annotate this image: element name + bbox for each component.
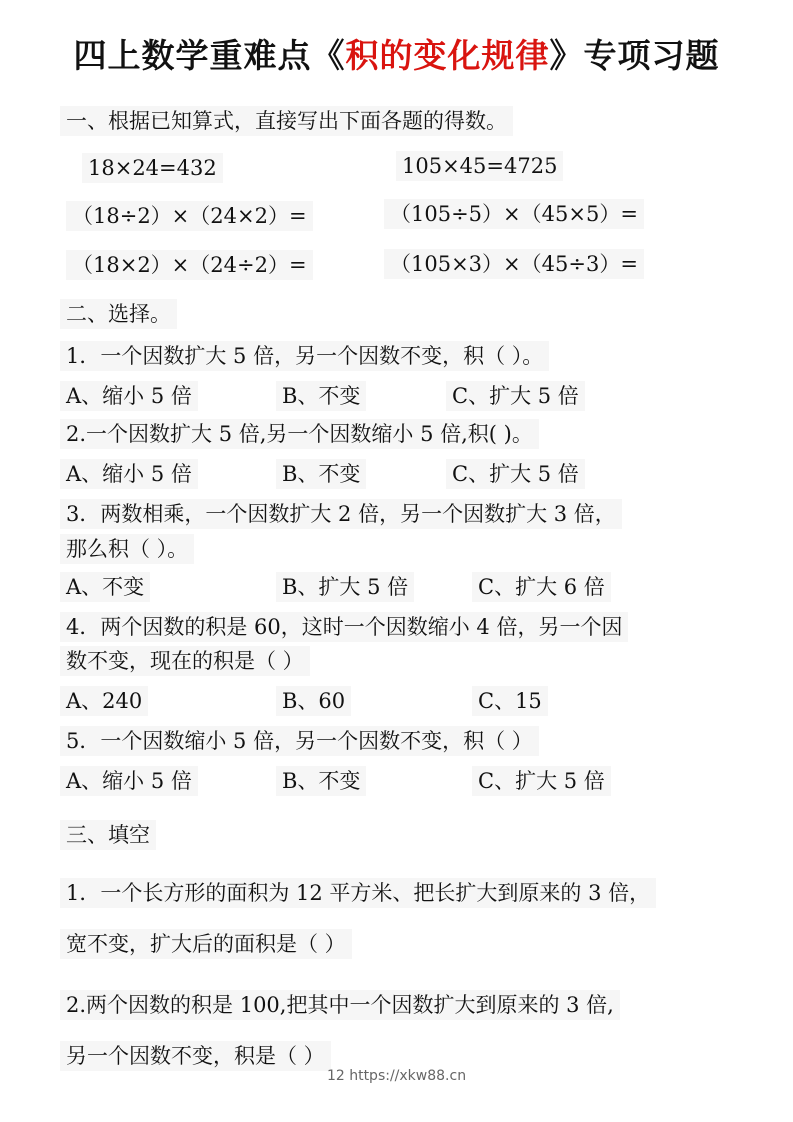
question-2-5: 5．一个因数缩小 5 倍，另一个因数不变，积（ ）: [60, 726, 539, 756]
page-footer: 12 https://xkw88.cn: [326, 1068, 467, 1084]
option-2-5-a: A、缩小 5 倍: [60, 766, 198, 796]
option-2-5-b: B、不变: [276, 766, 366, 796]
equation-1-right: 105×45=4725: [396, 151, 563, 181]
equation-1-left: 18×24=432: [82, 153, 223, 183]
question-3-2-line2: 另一个因数不变，积是（ ）: [60, 1041, 331, 1071]
option-2-4-b: B、60: [276, 686, 351, 716]
option-2-1-c: C、扩大 5 倍: [446, 381, 585, 411]
question-2-3-line1: 3．两数相乘，一个因数扩大 2 倍，另一个因数扩大 3 倍，: [60, 499, 622, 529]
page-title: [0, 30, 793, 77]
question-3-2-line1: 2.两个因数的积是 100,把其中一个因数扩大到原来的 3 倍,: [60, 990, 620, 1020]
option-2-4-a: A、240: [60, 686, 148, 716]
question-2-4-line1: 4．两个因数的积是 60，这时一个因数缩小 4 倍，另一个因: [60, 612, 628, 642]
equation-2-left: （18÷2）×（24×2）=: [66, 201, 313, 231]
option-2-1-b: B、不变: [276, 381, 366, 411]
option-2-2-a: A、缩小 5 倍: [60, 459, 198, 489]
question-2-4-line2: 数不变，现在的积是（ ）: [60, 646, 310, 676]
option-2-5-c: C、扩大 5 倍: [472, 766, 611, 796]
question-2-1: 1．一个因数扩大 5 倍，另一个因数不变，积（ ）。: [60, 341, 549, 371]
section1-heading: 一、根据已知算式，直接写出下面各题的得数。: [60, 106, 513, 136]
option-2-3-b: B、扩大 5 倍: [276, 572, 414, 602]
option-2-3-c: C、扩大 6 倍: [472, 572, 611, 602]
option-2-2-c: C、扩大 5 倍: [446, 459, 585, 489]
option-2-4-c: C、15: [472, 686, 548, 716]
option-2-1-a: A、缩小 5 倍: [60, 381, 198, 411]
question-3-1-line1: 1．一个长方形的面积为 12 平方米、把长扩大到原来的 3 倍，: [60, 878, 656, 908]
option-2-3-a: A、不变: [60, 572, 150, 602]
section3-heading: 三、填空: [60, 820, 156, 850]
section2-heading: 二、选择。: [60, 299, 177, 329]
option-2-2-b: B、不变: [276, 459, 366, 489]
question-2-2: 2.一个因数扩大 5 倍,另一个因数缩小 5 倍,积( )。: [60, 419, 539, 449]
question-2-3-line2: 那么积（ ）。: [60, 534, 194, 564]
question-3-1-line2: 宽不变，扩大后的面积是（ ）: [60, 929, 352, 959]
title-prefix: 四上数学重难点《: [73, 36, 346, 75]
title-highlight: 积的变化规律: [345, 36, 550, 75]
equation-3-right: （105×3）×（45÷3）=: [384, 249, 644, 279]
equation-2-right: （105÷5）×（45×5）=: [384, 199, 644, 229]
title-suffix: 》专项习题: [549, 36, 720, 75]
equation-3-left: （18×2）×（24÷2）=: [66, 250, 313, 280]
